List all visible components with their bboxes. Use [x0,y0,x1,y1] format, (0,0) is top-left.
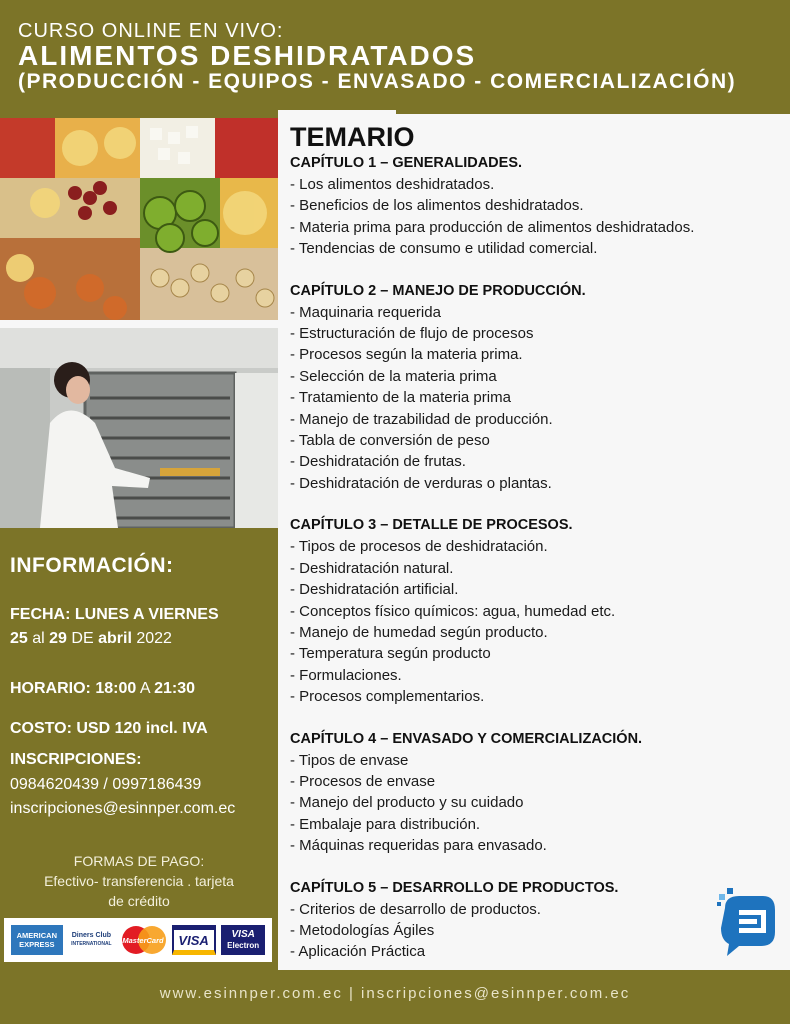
schedule-end: 21:30 [154,680,195,697]
info-title: INFORMACIÓN: [10,554,174,577]
visa-electron-line1: VISA [231,929,255,940]
chapter-item: - Manejo de trazabilidad de producción. [290,410,553,428]
course-type: CURSO ONLINE EN VIVO: [18,20,284,42]
course-subtitle: (PRODUCCIÓN - EQUIPOS - ENVASADO - COMERCIALIZACIÓN) [18,70,737,93]
chapter-2 [290,280,780,495]
chapter-item: - Tabla de conversión de peso [290,432,490,450]
registration-phones[interactable]: 0984620439 / 0997186439 [10,776,202,793]
footer [0,970,790,1024]
esinnper-logo-icon [717,888,777,958]
chapter-item: - Deshidratación artificial. [290,581,459,599]
chapter-item: - Criterios de desarrollo de productos. [290,900,541,918]
chapter-item: - Tipos de procesos de deshidratación. [290,538,548,556]
chapter-item: - Embalaje para distribución. [290,815,481,833]
amex-line1: AMERICAN [16,931,57,940]
chapter-title: CAPÍTULO 4 – ENVASADO Y COMERCIALIZACIÓN. [290,730,643,747]
mastercard-text: MasterCard [122,935,164,945]
chapter-item: - Selección de la materia prima [290,367,497,385]
chapter-item: - Estructuración de flujo de procesos [290,325,534,343]
date-start: 25 [10,630,28,647]
chapter-item: - Máquinas requeridas para envasado. [290,837,547,855]
diners-line1: Diners Club [71,932,112,939]
dried-fruits-image [0,118,278,320]
date-connector: al [32,630,45,647]
schedule-start: 18:00 [95,680,137,697]
diners-line2: INTERNATIONAL [71,941,112,947]
schedule-connector: A [139,680,150,697]
chapter-item: - Formulaciones. [290,666,402,684]
chapter-item: - Beneficios de los alimentos deshidratados. [290,197,584,215]
date-month: abril [98,630,132,647]
chapter-item: - Deshidratación natural. [290,559,454,577]
chapter-item: - Los alimentos deshidratados. [290,176,495,193]
chapter-item: - Tendencias de consumo e utilidad comercial. [290,240,598,258]
payment-card-logos [4,918,272,962]
payment-title: FORMAS DE PAGO: [73,853,205,869]
chapter-item: - Tipos de envase [290,751,409,769]
chapter-item: - Metodologías Ágiles [290,921,435,939]
chapter-item: - Procesos complementarios. [290,688,485,706]
cost: COSTO: USD 120 incl. IVA [10,720,208,737]
mastercard-logo [120,925,166,955]
chapter-item: - Procesos según la materia prima. [290,346,523,364]
chapter-item: - Materia prima para producción de alimentos deshidratados. [290,218,695,236]
diners-logo [68,925,114,955]
date-value [10,630,172,648]
header-banner [0,0,790,118]
chapter-list [290,152,780,983]
payment-line1: Efectivo- transferencia . tarjeta [44,873,234,889]
chapter-item: - Deshidratación de frutas. [290,453,466,471]
chapter-item: - Conceptos físico químicos: agua, humedad etc. [290,602,616,620]
chapter-item: - Deshidratación de verduras o plantas. [290,474,552,492]
temario-title: TEMARIO [290,122,415,152]
visa-electron-line2: Electron [227,941,260,950]
date-year: 2022 [136,630,172,647]
dehydrator-worker-image [0,328,278,528]
chapter-item: - Manejo de humedad según producto. [290,623,548,641]
chapter-item: - Procesos de envase [290,772,436,790]
amex-logo [11,925,63,955]
date-de: DE [71,630,94,647]
course-title: ALIMENTOS DESHIDRATADOS [18,40,477,71]
payment-line2: de crédito [108,893,170,909]
chapter-title: CAPÍTULO 3 – DETALLE DE PROCESOS. [290,517,573,534]
chapter-4 [290,728,780,857]
registration-label: INSCRIPCIONES: [10,751,142,768]
schedule-label: HORARIO: [10,680,91,697]
visa-electron-logo [221,925,265,955]
date-label: FECHA: LUNES A VIERNES [10,606,219,623]
chapter-item: - Maquinaria requerida [290,303,441,321]
chapter-item: - Manejo del producto y su cuidado [290,794,524,812]
chapter-item: - Tratamiento de la materia prima [290,389,511,407]
chapter-3 [290,514,780,707]
footer-links[interactable]: www.esinnper.com.ec | inscripciones@esinnper.com.ec [159,985,631,1002]
temario-panel [278,114,790,970]
image-divider [0,320,278,328]
visa-logo: VISA [172,925,216,955]
chapter-title: CAPÍTULO 5 – DESARROLLO DE PRODUCTOS. [290,879,619,896]
payment-methods [0,851,278,911]
amex-line2: EXPRESS [19,940,55,949]
chapter-5 [290,877,780,963]
registration-email[interactable]: inscripciones@esinnper.com.ec [10,800,236,817]
chapter-title: CAPÍTULO 2 – MANEJO DE PRODUCCIÓN. [290,282,586,299]
chapter-item: - Aplicación Práctica [290,943,426,961]
info-panel [0,528,278,970]
date-end: 29 [49,630,67,647]
schedule [10,680,195,698]
chapter-title: CAPÍTULO 1 – GENERALIDADES. [290,155,523,171]
chapter-1 [290,152,780,260]
chapter-item: - Temperatura según producto [290,645,491,663]
